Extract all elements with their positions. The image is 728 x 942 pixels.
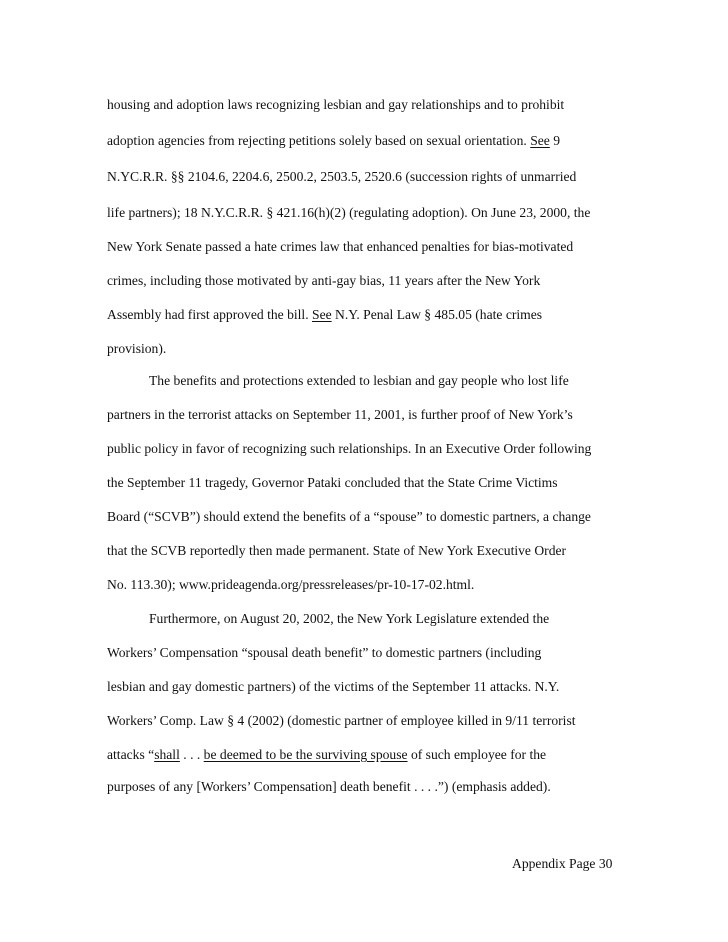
- line-text: 9: [549, 133, 561, 148]
- body-line: [107, 307, 542, 323]
- body-line: provision).: [107, 341, 167, 356]
- paragraph-first-line: Furthermore, on August 20, 2002, the New York Legislature extended the: [149, 611, 550, 626]
- body-line: public policy in favor of recognizing such relationships. In an Executive Order following: [107, 441, 592, 456]
- body-line: housing and adoption laws recognizing lesbian and gay relationships and to prohibit: [107, 97, 565, 112]
- line-text: adoption agencies from rejecting petitions solely based on sexual orientation.: [107, 133, 531, 148]
- body-line: N.YC.R.R. §§ 2104.6, 2204.6, 2500.2, 2503.5, 2520.6 (succession rights of unmarried: [107, 169, 577, 184]
- body-line: Board (“SCVB”) should extend the benefits of a “spouse” to domestic partners, a change: [107, 509, 591, 524]
- line-text: . . .: [179, 747, 204, 762]
- page-footer-label: Appendix Page 30: [512, 856, 613, 871]
- body-line: [107, 747, 546, 763]
- citation-signal-see: See: [312, 307, 332, 322]
- body-line: Workers’ Compensation “spousal death benefit” to domestic partners (including: [107, 645, 542, 660]
- body-line: [107, 133, 560, 149]
- body-line: Workers’ Comp. Law § 4 (2002) (domestic partner of employee killed in 9/11 terrorist: [107, 713, 576, 728]
- line-text: Assembly had first approved the bill.: [107, 307, 313, 322]
- emphasized-text: be deemed to be the surviving spouse: [203, 747, 408, 762]
- line-text: of such employee for the: [407, 747, 547, 762]
- body-line: partners in the terrorist attacks on September 11, 2001, is further proof of New York’s: [107, 407, 573, 422]
- body-line: the September 11 tragedy, Governor Pataki concluded that the State Crime Victims: [107, 475, 558, 490]
- body-line: life partners); 18 N.Y.C.R.R. § 421.16(h)(2) (regulating adoption). On June 23, 2000, the: [107, 205, 591, 220]
- body-line: purposes of any [Workers’ Compensation] death benefit . . . .”) (emphasis added).: [107, 779, 551, 794]
- body-line: that the SCVB reportedly then made permanent. State of New York Executive Order: [107, 543, 567, 558]
- emphasized-text: shall: [154, 747, 180, 762]
- body-line: New York Senate passed a hate crimes law that enhanced penalties for bias-motivated: [107, 239, 574, 254]
- body-line: crimes, including those motivated by anti-gay bias, 11 years after the New York: [107, 273, 541, 288]
- citation-signal-see: See: [530, 133, 550, 148]
- line-text: N.Y. Penal Law § 485.05 (hate crimes: [331, 307, 543, 322]
- line-text: attacks “: [107, 747, 155, 762]
- body-line: No. 113.30); www.prideagenda.org/pressreleases/pr-10-17-02.html.: [107, 577, 475, 592]
- paragraph-first-line: The benefits and protections extended to lesbian and gay people who lost life: [149, 373, 569, 388]
- body-line: lesbian and gay domestic partners) of the victims of the September 11 attacks. N.Y.: [107, 679, 560, 694]
